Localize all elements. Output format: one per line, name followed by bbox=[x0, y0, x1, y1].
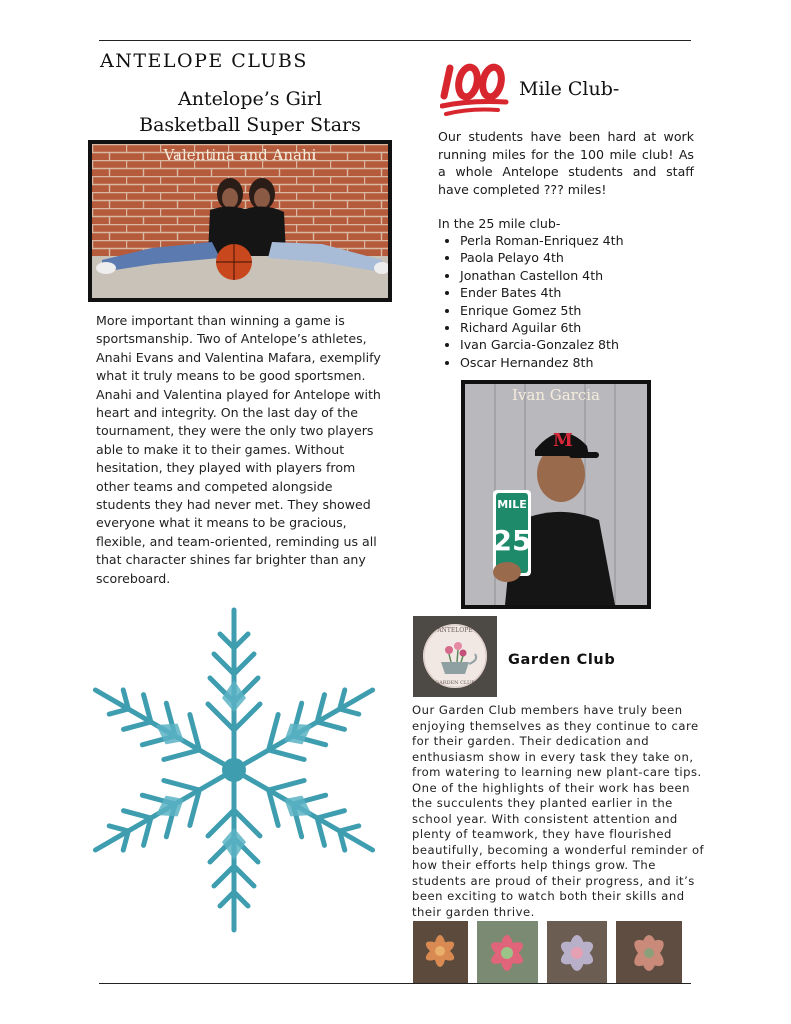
mile-club-intro: Our students have been hard at work running miles for the 100 mile club! As a whole Antelope students and staff have completed ??? miles! bbox=[438, 129, 694, 197]
cap-letter: M bbox=[553, 430, 573, 451]
list-item: • Richard Aguilar 6th bbox=[460, 319, 700, 336]
ivan-photo bbox=[461, 380, 651, 609]
top-rule bbox=[99, 40, 691, 41]
succulent-photo-3 bbox=[547, 921, 607, 983]
mile-club-subheading: In the 25 mile club- bbox=[438, 216, 561, 231]
basketball-photo-caption: Valentina and Anahi bbox=[163, 146, 317, 164]
basketball-photo-image bbox=[92, 144, 388, 298]
mile-sign-top: MILE bbox=[497, 498, 527, 511]
garden-club-article: Our Garden Club members have truly been enjoying themselves as they continue to care for their garden. Their dedication and enthusiasm show in every task they take on, from watering to learning new plant-care tips. One of the highlights of their work has been the succulents they planted earlier in the school year. With consistent attention and plenty of teamwork, they have flourished beautifully, becoming a wonderful reminder of how their efforts help things grow. The students are proud of their progress, and it’s been exciting to watch both their skills and their garden thrive. bbox=[412, 703, 705, 919]
mile-club-members-list bbox=[442, 232, 700, 371]
list-item: • Perla Roman-Enriquez 4th bbox=[460, 232, 700, 249]
section-title: ANTELOPE CLUBS bbox=[100, 50, 308, 72]
bottom-rule bbox=[99, 983, 691, 984]
logo-text-bottom: GARDEN CLUB bbox=[435, 680, 475, 686]
snowflake-icon bbox=[68, 600, 400, 940]
succulent-photo-1 bbox=[413, 921, 468, 983]
succulent-photo-2 bbox=[477, 921, 538, 983]
list-item: • Ender Bates 4th bbox=[460, 284, 700, 301]
ivan-photo-caption: Ivan Garcia bbox=[511, 386, 600, 404]
hundred-points-icon bbox=[440, 58, 510, 118]
logo-text-top: ANTELOPE bbox=[437, 627, 473, 634]
list-item: • Enrique Gomez 5th bbox=[460, 302, 700, 319]
list-item: • Oscar Hernandez 8th bbox=[460, 354, 700, 371]
basketball-article: More important than winning a game is sportsmanship. Two of Antelope’s athletes, Anahi Evans and Valentina Mafara, exemplify what it truly means to be good sportsmen. Anahi and Valentina played for Antelope with heart and integrity. On the last day of the tournament, they were the only two players able to make it to their games. Without hesitation, they played with players from other teams and competed alongside students they had never met. They showed everyone what it means to be gracious, flexible, and team-oriented, reminding us all that character shines far brighter than any scoreboard. bbox=[96, 313, 381, 586]
garden-club-logo bbox=[413, 616, 497, 697]
mile-club-title: Mile Club- bbox=[519, 78, 620, 100]
basketball-heading-line1: Antelope’s Girl bbox=[177, 88, 322, 110]
garden-club-title: Garden Club bbox=[508, 652, 616, 668]
mile-sign-number: 25 bbox=[492, 524, 532, 557]
list-item: • Jonathan Castellon 4th bbox=[460, 267, 700, 284]
succulent-photo-4 bbox=[616, 921, 682, 983]
basketball-photo bbox=[88, 140, 392, 302]
list-item: • Paola Pelayo 4th bbox=[460, 249, 700, 266]
basketball-heading-line2: Basketball Super Stars bbox=[139, 114, 361, 136]
list-item: • Ivan Garcia-Gonzalez 8th bbox=[460, 336, 700, 353]
basketball-heading bbox=[120, 86, 380, 138]
ivan-photo-image bbox=[465, 384, 647, 605]
